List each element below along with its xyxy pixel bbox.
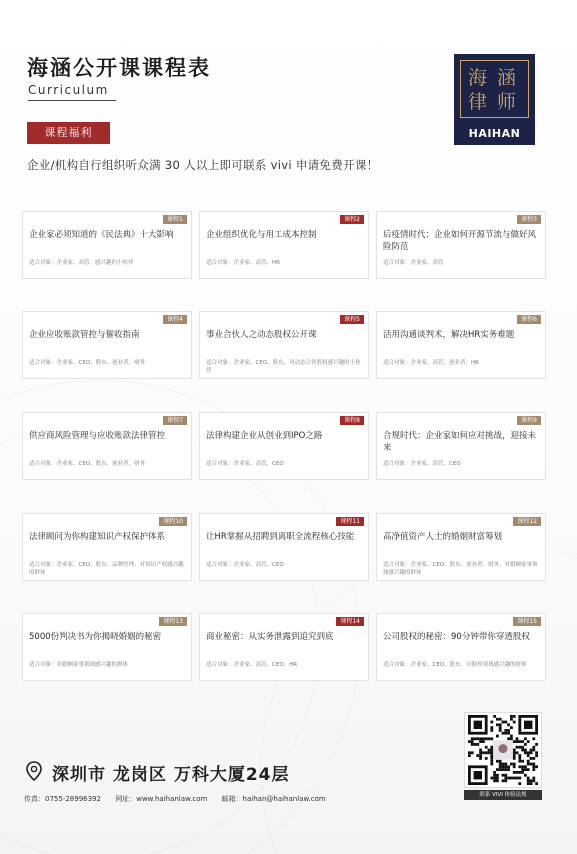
qr-code-icon xyxy=(465,713,541,787)
course-audience: 适合对象：企业家、高管、CEO xyxy=(383,461,461,467)
course-card xyxy=(199,211,369,279)
footer-contact xyxy=(24,794,338,804)
course-card xyxy=(199,513,369,581)
course-card xyxy=(22,211,192,279)
course-title: 活用沟通谈判术，解决HR实务难题 xyxy=(383,330,515,340)
course-card xyxy=(199,311,369,379)
course-audience: 适合对象：企业家、CEO、股东、创业者、财务 xyxy=(29,360,146,366)
page-title: 海涵公开课课程表 xyxy=(27,56,211,80)
course-tag: 课程10 xyxy=(159,517,187,526)
course-title: 法律构建企业从创业到IPO之路 xyxy=(206,431,323,441)
course-audience: 适合对象：企业家、CEO、股东、对动态合伙股权感兴趣的小伙伴 xyxy=(206,360,361,374)
qr-code[interactable] xyxy=(464,712,542,788)
course-card xyxy=(22,613,192,681)
course-tag: 课程3 xyxy=(517,215,541,224)
course-tag: 课程7 xyxy=(163,416,187,425)
course-tag: 课程4 xyxy=(163,315,187,324)
course-card xyxy=(199,412,369,480)
course-audience: 适合对象：企业家、CEO、股东、对股权领域感兴趣的群体 xyxy=(383,662,527,668)
page-subtitle: Curriculum xyxy=(28,83,109,97)
qr-caption: 联系 VIVI 体验法规 xyxy=(464,790,542,800)
course-card xyxy=(199,613,369,681)
course-title: 企业家必须知道的《民法典》十大影响 xyxy=(29,230,174,240)
course-audience: 适合对象：企业家、高管、HR xyxy=(206,260,280,266)
welfare-badge: 课程福利 xyxy=(27,122,110,144)
course-audience: 适合对象：企业家、CEO、股东、创业者、财务、对婚姻家事领域感兴趣的群体 xyxy=(383,562,538,576)
course-title: 合规时代：企业家如何应对挑战，迎接未来 xyxy=(383,431,537,453)
course-audience: 适合对象：企业家、CEO、股东、创业者、财务 xyxy=(29,461,146,467)
course-tag: 课程2 xyxy=(340,215,364,224)
course-tag: 课程13 xyxy=(159,617,187,626)
course-audience: 适合对象：企业家、高管 xyxy=(383,260,444,266)
course-audience: 适合对象：企业家、高管、感兴趣的小伙伴 xyxy=(29,260,134,266)
logo-char: 海 xyxy=(468,67,488,89)
course-card xyxy=(22,412,192,480)
course-title: 公司股权的秘密：90分钟带你穿透股权 xyxy=(383,632,530,642)
course-card xyxy=(376,211,546,279)
course-tag: 课程15 xyxy=(513,617,541,626)
course-tag: 课程12 xyxy=(513,517,541,526)
course-audience: 适合对象：企业家、CEO、股东、品牌经理、对知识产权感兴趣的群体 xyxy=(29,562,184,576)
course-title: 供应商风险管理与应收账款法律管控 xyxy=(29,431,166,441)
course-audience: 适合对象：企业家、高管、CEO、HR xyxy=(206,662,298,668)
course-card xyxy=(376,613,546,681)
course-card xyxy=(22,311,192,379)
course-tag: 课程1 xyxy=(163,215,187,224)
course-title: 5000份判决书为你揭晓婚姻的秘密 xyxy=(29,632,162,642)
course-tag: 课程6 xyxy=(517,315,541,324)
course-title: 让HR掌握从招聘到离职全流程核心技能 xyxy=(206,532,355,542)
course-title: 企业组织优化与用工成本控制 xyxy=(206,230,317,240)
course-title: 事业合伙人之动态股权公开课 xyxy=(206,330,317,340)
location-pin-icon xyxy=(24,760,44,782)
course-audience: 适合对象：企业家、高管、CEO xyxy=(206,461,284,467)
course-tag: 课程9 xyxy=(517,416,541,425)
course-title: 企业应收账款管控与催收指南 xyxy=(29,330,140,340)
course-card xyxy=(376,513,546,581)
course-title: 高净值资产人士的婚姻财富筹划 xyxy=(383,532,503,542)
logo-brand: HAIHAN xyxy=(468,127,521,140)
logo-char: 涵 xyxy=(497,67,517,89)
footer-address: 深圳市 龙岗区 万科大厦24层 xyxy=(52,765,290,785)
course-card xyxy=(376,311,546,379)
course-tag: 课程5 xyxy=(340,315,364,324)
course-audience: 适合对象：企业家、高管、CEO xyxy=(206,562,284,568)
course-title: 法律顾问为你构建知识产权保护体系 xyxy=(29,532,166,542)
course-card xyxy=(376,412,546,480)
haihan-logo xyxy=(454,54,535,145)
logo-char: 律 xyxy=(468,91,488,113)
course-tag: 课程11 xyxy=(336,517,364,526)
intro-text: 企业/机构自行组织听众满 30 人以上即可联系 vivi 申请免费开课！ xyxy=(27,158,379,172)
course-title: 商业秘密：从实务泄露到追究到底 xyxy=(206,632,334,642)
footer-email[interactable]: 邮箱：haihan@haihanlaw.com xyxy=(221,795,326,803)
course-card xyxy=(22,513,192,581)
subtitle-underline xyxy=(28,100,116,101)
course-title: 后疫情时代：企业如何开源节流与做好风险防范 xyxy=(383,230,537,252)
footer-website[interactable]: 网址：www.haihanlaw.com xyxy=(115,795,208,803)
course-tag: 课程14 xyxy=(336,617,364,626)
footer-fax: 传真：0755-28996392 xyxy=(24,795,101,803)
course-audience: 适合对象：对婚姻家事领域感兴趣的群体 xyxy=(29,662,129,668)
logo-char: 师 xyxy=(497,91,517,113)
course-audience: 适合对象：企业家、高管、创业者、HR xyxy=(383,360,479,366)
course-tag: 课程8 xyxy=(340,416,364,425)
